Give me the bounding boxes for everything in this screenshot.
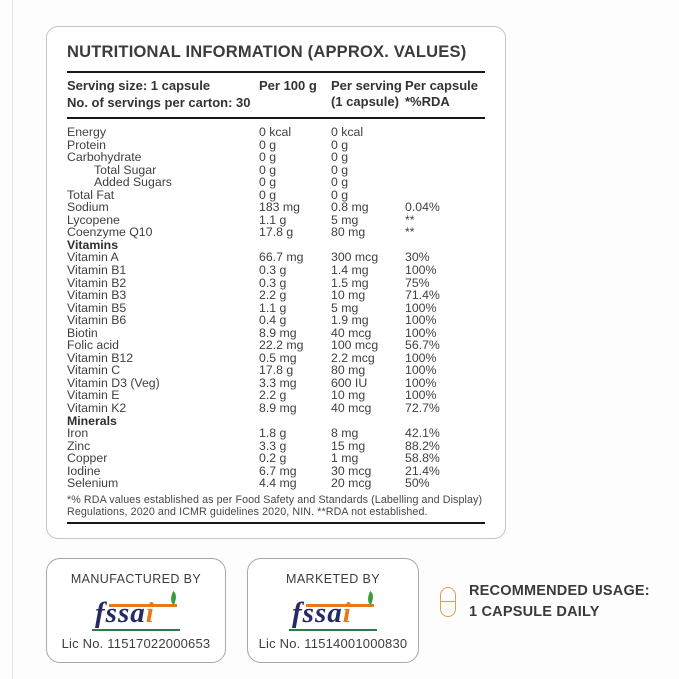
row-rda-value [405,176,485,189]
recommended-usage-text: RECOMMENDED USAGE: 1 CAPSULE DAILY [469,583,650,620]
row-per-serving-value: 1.9 mg [331,313,369,328]
fssai-word-i: i [145,597,155,629]
leaf-icon [168,591,180,605]
row-per-100g-value: 4.4 mg [259,476,297,491]
row-rda-value: 100% [405,263,437,278]
row-per-100g-value: 3.3 mg [259,375,297,390]
table-row [67,314,485,327]
fssai-logo [92,591,180,631]
row-label: Vitamin C [67,363,121,378]
row-per-100g-value: 22.2 mg [259,338,304,353]
row-per-100g-value: 0.4 g [259,313,287,328]
row-per-serving-value: 1 mg [331,451,359,466]
row-label: Vitamin B1 [67,263,127,278]
row-rda-value: 100% [405,313,437,328]
row-per-serving-value: 2.2 mcg [331,350,375,365]
row-rda-value: 72.7% [405,401,440,416]
row-label: Vitamin B6 [67,313,127,328]
row-rda-value: 100% [405,325,437,340]
fssai-word-i: i [342,597,352,629]
row-rda-value [405,139,485,152]
row-per-100g-value: 3.3 g [259,438,287,453]
label-edge-line [12,0,13,679]
nutrition-table [67,126,485,490]
row-label: Added Sugars [94,175,172,190]
row-label: Vitamin B2 [67,275,127,290]
row-per-100g-value: 2.2 g [259,288,287,303]
table-row [67,339,485,352]
row-per-serving-value: 15 mg [331,438,366,453]
row-per-serving-value: 30 mcg [331,463,372,478]
table-row [67,126,485,139]
row-label: Vitamin B3 [67,288,127,303]
serving-size: Serving size: 1 capsule [67,78,211,93]
manufactured-by-title: MANUFACTURED BY [70,572,202,586]
row-rda-value: 71.4% [405,288,440,303]
row-label: Vitamins [67,237,119,252]
row-label: Total Sugar [94,162,157,177]
recommended-usage [440,581,650,622]
row-per-serving-value: 0 g [331,162,349,177]
table-row [67,289,485,302]
row-rda-value [405,126,485,139]
row-per-serving-value: 0 g [331,187,349,202]
row-per-100g-value: 1.1 g [259,212,287,227]
fssai-green-line [289,629,377,631]
table-row [67,402,485,415]
row-per-serving-value: 8 mg [331,426,359,441]
table-row [67,176,485,189]
column-header-per-capsule: Per capsule *%RDA [405,78,478,109]
table-row [67,151,485,164]
divider [67,117,485,119]
row-per-serving-value: 300 mcg [331,250,379,265]
row-per-100g-value: 8.9 mg [259,401,297,416]
row-rda-value: 42.1% [405,426,440,441]
row-rda-value: ** [405,212,415,227]
row-label: Protein [67,137,106,152]
row-per-serving-value: 1.5 mg [331,275,369,290]
row-label: Iron [67,426,89,441]
row-per-100g-value: 17.8 g [259,363,294,378]
table-row [67,226,485,239]
row-per-100g-value: 0 kcal [259,125,292,139]
row-rda-value: 21.4% [405,463,440,478]
row-rda-value: 56.7% [405,338,440,353]
row-label: Folic acid [67,338,119,353]
row-per-serving-value: 10 mg [331,288,366,303]
row-label: Carbohydrate [67,150,142,165]
marketed-by-title: MARKETED BY [286,572,380,586]
row-per-100g-value: 0.5 mg [259,350,297,365]
fssai-word-main: fssa [95,597,146,629]
row-label: Vitamin D3 (Veg) [67,375,160,390]
table-row [67,477,485,490]
row-rda-value: 100% [405,350,437,365]
table-row [67,452,485,465]
row-per-serving-value: 40 mcg [331,325,372,340]
row-label: Vitamin A [67,250,119,265]
row-per-serving-value: 600 IU [331,375,368,390]
table-row [67,427,485,440]
fssai-word-main: fssa [292,597,343,629]
servings-per-carton: No. of servings per carton: 30 [67,94,251,110]
table-row [67,201,485,214]
table-row [67,264,485,277]
row-label: Energy [67,125,106,139]
row-per-serving-value: 0.8 mg [331,200,369,215]
row-per-100g-value: 183 mg [259,200,301,215]
row-per-100g-value: 0 g [259,162,277,177]
row-rda-value: ** [405,225,415,240]
row-per-serving-value: 10 mg [331,388,366,403]
row-per-100g-value: 0.3 g [259,275,287,290]
manufacturer-license-number: Lic No. 11517022000653 [61,636,211,651]
row-rda-value: 100% [405,375,437,390]
row-rda-value: 0.04% [405,200,440,215]
row-per-100g-value: 0 g [259,175,277,190]
row-label: Minerals [67,413,117,428]
row-per-serving-value: 0 g [331,150,349,165]
row-label: Lycopene [67,212,120,227]
row-label: Iodine [67,463,101,478]
row-per-100g-value: 0.3 g [259,263,287,278]
row-rda-value: 100% [405,300,437,315]
row-per-100g-value: 0 g [259,150,277,165]
row-label: Biotin [67,325,98,340]
row-label: Sodium [67,200,109,215]
row-rda-value: 75% [405,275,430,290]
row-per-100g-value: 1.8 g [259,426,287,441]
fssai-logo [289,591,377,631]
row-label: Vitamin E [67,388,120,403]
row-per-100g-value: 17.8 g [259,225,294,240]
marketer-license-number: Lic No. 11514001000830 [258,636,408,651]
row-label: Vitamin B5 [67,300,127,315]
row-rda-value: 30% [405,250,430,265]
column-header-per-100g: Per 100 g [259,78,317,93]
marketed-by-box [247,558,419,663]
row-per-serving-value: 20 mcg [331,476,372,491]
manufactured-by-box [46,558,226,663]
row-rda-value: 50% [405,476,430,491]
row-per-serving-value: 1.4 mg [331,263,369,278]
row-label: Total Fat [67,187,115,202]
row-rda-value: 100% [405,363,437,378]
row-rda-value [405,151,485,164]
nutrition-panel [46,26,506,539]
row-rda-value: 88.2% [405,438,440,453]
row-per-100g-value: 1.1 g [259,300,287,315]
row-label: Copper [67,451,108,466]
row-per-100g-value: 8.9 mg [259,325,297,340]
row-per-100g-value: 66.7 mg [259,250,304,265]
divider [67,522,485,524]
row-per-serving-value: 0 g [331,175,349,190]
row-label: Selenium [67,476,119,491]
row-per-100g-value: 0 g [259,187,277,202]
capsule-icon [440,587,456,617]
row-rda-value: 100% [405,388,437,403]
row-per-100g-value: 6.7 mg [259,463,297,478]
row-label: Vitamin K2 [67,401,127,416]
row-per-100g-value: 0.2 g [259,451,287,466]
row-per-serving-value: 0 kcal [331,125,364,139]
row-rda-value [405,164,485,177]
table-header [67,73,485,117]
row-per-serving-value: 100 mcg [331,338,379,353]
row-per-serving-value: 0 g [331,137,349,152]
row-per-serving-value: 40 mcg [331,401,372,416]
row-rda-value: 58.8% [405,451,440,466]
serving-info [67,78,259,111]
row-label: Vitamin B12 [67,350,134,365]
column-header-per-serving: Per serving (1 capsule) [331,78,402,109]
panel-title: NUTRITIONAL INFORMATION (APPROX. VALUES) [67,43,467,61]
row-per-serving-value: 5 mg [331,300,359,315]
leaf-icon [365,591,377,605]
row-label: Zinc [67,438,91,453]
row-per-100g-value: 2.2 g [259,388,287,403]
row-per-100g-value: 0 g [259,137,277,152]
fssai-green-line [92,629,180,631]
row-per-serving-value: 80 mg [331,225,366,240]
row-per-serving-value: 5 mg [331,212,359,227]
row-per-serving-value: 80 mg [331,363,366,378]
rda-footnote: *% RDA values established as per Food Safety and Standards (Labelling and Display) Regulations, 2020 and ICMR guidelines 2020, NIN. **RDA not established. [67,493,483,518]
row-label: Coenzyme Q10 [67,225,153,240]
